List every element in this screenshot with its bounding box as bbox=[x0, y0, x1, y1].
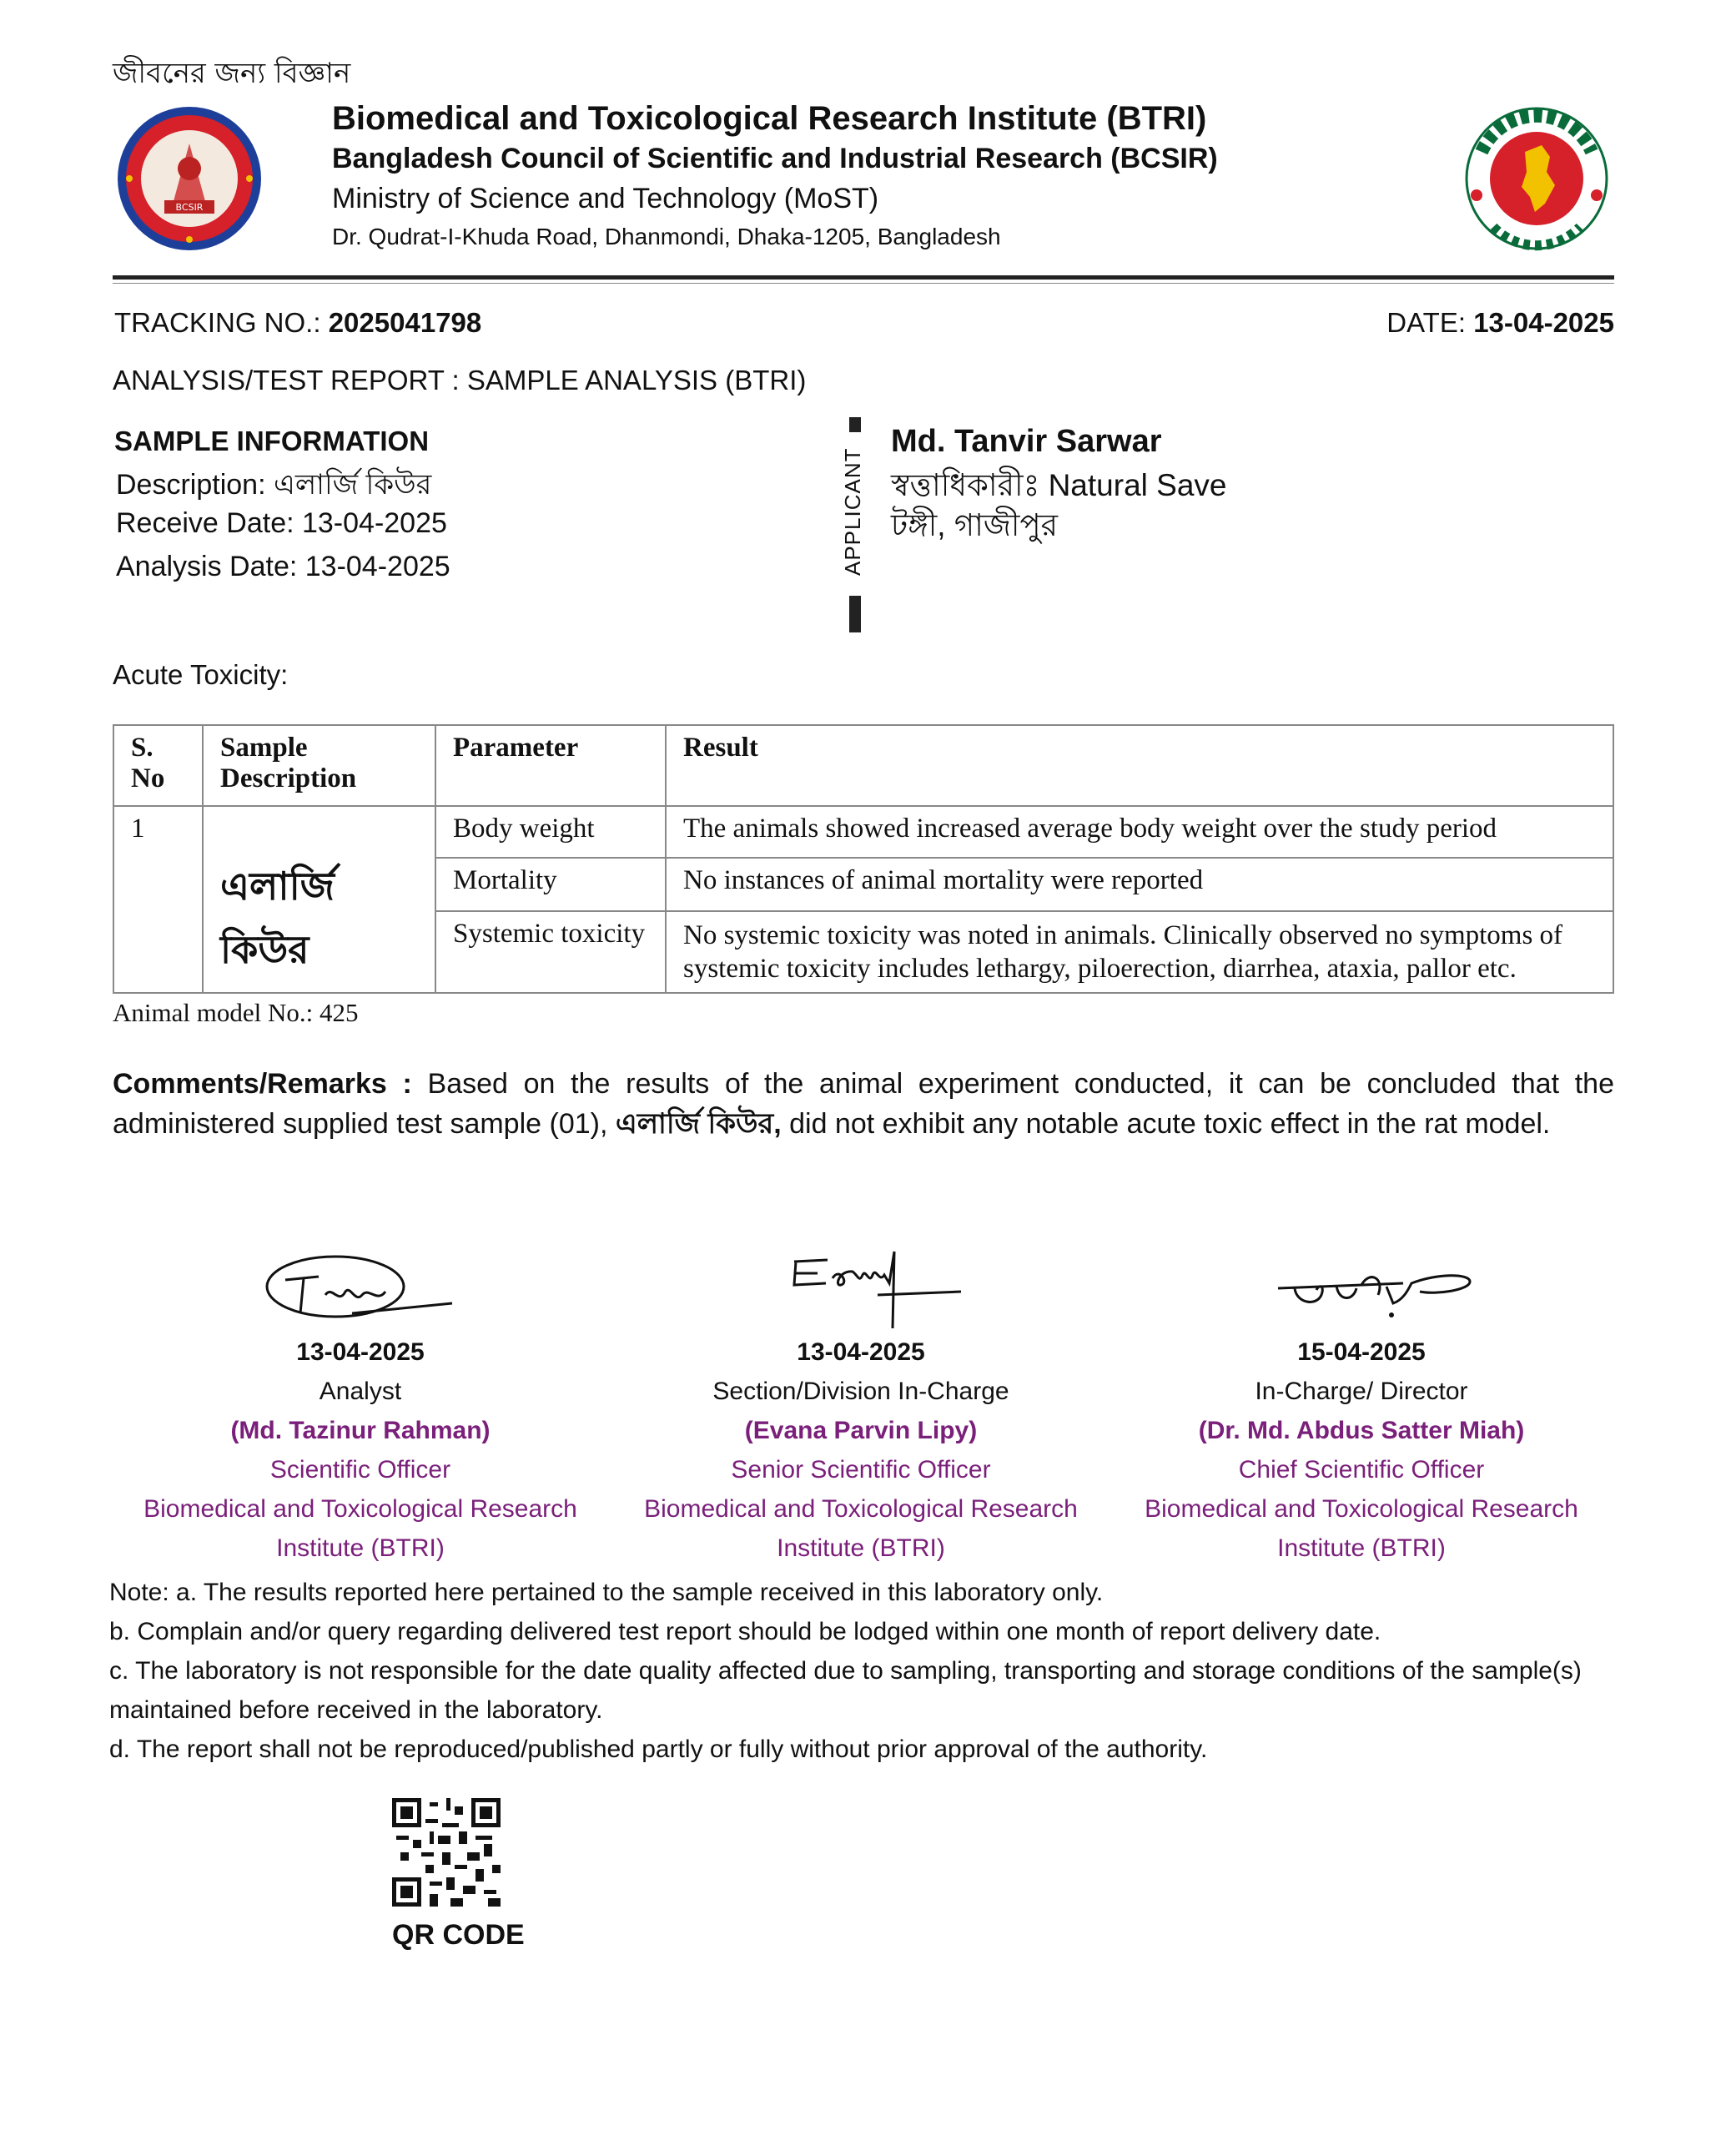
signature-date: 13-04-2025 bbox=[296, 1338, 425, 1366]
cell-sample: এলার্জি কিউর bbox=[203, 806, 435, 993]
government-seal bbox=[1460, 102, 1613, 255]
analyst-signature bbox=[143, 1237, 577, 1332]
sample-description: Description: এলার্জি কিউর bbox=[116, 469, 432, 501]
signatory-name: (Md. Tazinur Rahman) bbox=[230, 1417, 491, 1444]
header-sno: S. No bbox=[113, 725, 203, 806]
signatory-role: In-Charge/ Director bbox=[1255, 1378, 1468, 1405]
signatory-org: Biomedical and Toxicological Research bbox=[644, 1495, 1078, 1523]
remarks-sample: এলার্জি কিউর, bbox=[615, 1108, 782, 1140]
applicant-label: APPLICANT bbox=[840, 447, 865, 576]
header-sample: Sample Description bbox=[203, 725, 435, 806]
note-a: Note: a. The results reported here pertained to the sample received in this laboratory only. bbox=[109, 1579, 1104, 1606]
header-rule bbox=[113, 275, 1614, 280]
cell-result: The animals showed increased average body weight over the study period bbox=[666, 806, 1613, 858]
applicant-location: টঙ্গী, গাজীপুর bbox=[891, 508, 1058, 542]
signatory-role: Section/Division In-Charge bbox=[712, 1378, 1009, 1405]
report-title: ANALYSIS/TEST REPORT : SAMPLE ANALYSIS (BTRI) bbox=[113, 365, 807, 395]
signatory-title: Chief Scientific Officer bbox=[1238, 1456, 1485, 1484]
ministry-name: Ministry of Science and Technology (MoST) bbox=[332, 183, 879, 214]
cell-parameter: Systemic toxicity bbox=[435, 911, 666, 993]
note-c-continued: maintained before received in the laboratory. bbox=[109, 1696, 603, 1724]
bcsir-logo-text: BCSIR bbox=[175, 202, 204, 213]
council-name: Bangladesh Council of Scientific and Industrial Research (BCSIR) bbox=[332, 143, 1218, 174]
signatory-role: Analyst bbox=[319, 1378, 402, 1405]
signature-date: 13-04-2025 bbox=[797, 1338, 925, 1366]
date-value: 13-04-2025 bbox=[1473, 307, 1614, 338]
results-table bbox=[113, 724, 1614, 994]
remarks-text-2: did not exhibit any notable acute toxic effect in the rat model. bbox=[781, 1108, 1551, 1140]
header-result: Result bbox=[666, 725, 1613, 806]
header-rule-thin bbox=[113, 283, 1614, 284]
signature-date: 15-04-2025 bbox=[1297, 1338, 1426, 1366]
applicant-business: স্বত্তাধিকারীঃ Natural Save bbox=[891, 468, 1227, 502]
cell-result: No instances of animal mortality were reported bbox=[666, 858, 1613, 911]
tracking-value: 2025041798 bbox=[328, 307, 482, 338]
motto: জীবনের জন্য বিজ্ঞান bbox=[113, 57, 351, 90]
sample-info-title: SAMPLE INFORMATION bbox=[114, 426, 430, 456]
signatory-org-2: Institute (BTRI) bbox=[276, 1534, 445, 1562]
table-header-row bbox=[113, 725, 1613, 806]
receive-date: Receive Date: 13-04-2025 bbox=[116, 507, 447, 539]
tracking-number bbox=[114, 307, 481, 339]
remarks-label: Comments/Remarks : bbox=[113, 1068, 412, 1100]
remarks-text: Based on the results of the animal experiment conducted, it can be concluded that the administered supplied test sample (01), bbox=[113, 1068, 1614, 1140]
institute-address: Dr. Qudrat-I-Khuda Road, Dhanmondi, Dhaka-1205, Bangladesh bbox=[332, 224, 1001, 249]
cell-result: No systemic toxicity was noted in animals. Clinically observed no symptoms of systemic toxicity includes lethargy, piloerection, diarrhea, ataxia, pallor etc. bbox=[666, 911, 1613, 993]
signatory-org-2: Institute (BTRI) bbox=[777, 1534, 945, 1562]
signatory-title: Senior Scientific Officer bbox=[731, 1456, 991, 1484]
signatory-title: Scientific Officer bbox=[269, 1456, 451, 1484]
animal-model: Animal model No.: 425 bbox=[113, 998, 359, 1027]
director-signature bbox=[1145, 1237, 1578, 1332]
signatory-org-2: Institute (BTRI) bbox=[1277, 1534, 1446, 1562]
bcsir-logo bbox=[113, 102, 266, 255]
qr-label: QR CODE bbox=[392, 1919, 525, 1951]
cell-parameter: Mortality bbox=[435, 858, 666, 911]
remarks bbox=[113, 1064, 1614, 1144]
signatory-analyst bbox=[143, 1237, 577, 1568]
applicant-name: Md. Tanvir Sarwar bbox=[891, 424, 1162, 459]
note-b: b. Complain and/or query regarding delivered test report should be lodged within one month of report delivery date. bbox=[109, 1618, 1381, 1645]
signatory-name: (Evana Parvin Lipy) bbox=[744, 1417, 978, 1444]
institute-name: Biomedical and Toxicological Research Institute (BTRI) bbox=[332, 100, 1207, 137]
note-d: d. The report shall not be reproduced/published partly or fully without prior approval of the authority. bbox=[109, 1736, 1208, 1763]
section-title: Acute Toxicity: bbox=[113, 659, 289, 690]
signatory-director bbox=[1145, 1237, 1578, 1568]
signatory-section-in-charge bbox=[644, 1237, 1078, 1568]
date-label: DATE: bbox=[1386, 307, 1467, 338]
table-row bbox=[113, 806, 1613, 858]
report-date bbox=[1386, 307, 1614, 339]
cell-sno: 1 bbox=[113, 806, 203, 993]
qr-code[interactable] bbox=[392, 1798, 501, 1907]
header-parameter: Parameter bbox=[435, 725, 666, 806]
analysis-date: Analysis Date: 13-04-2025 bbox=[116, 551, 450, 582]
cell-parameter: Body weight bbox=[435, 806, 666, 858]
note-c: c. The laboratory is not responsible for the date quality affected due to sampling, transporting and storage conditions of the sample(s) bbox=[109, 1657, 1582, 1685]
signatory-name: (Dr. Md. Abdus Satter Miah) bbox=[1198, 1417, 1525, 1444]
signatory-org: Biomedical and Toxicological Research bbox=[143, 1495, 577, 1523]
section-in-charge-signature bbox=[644, 1237, 1078, 1332]
signatory-org: Biomedical and Toxicological Research bbox=[1145, 1495, 1578, 1523]
tracking-label: TRACKING NO.: bbox=[114, 307, 321, 338]
